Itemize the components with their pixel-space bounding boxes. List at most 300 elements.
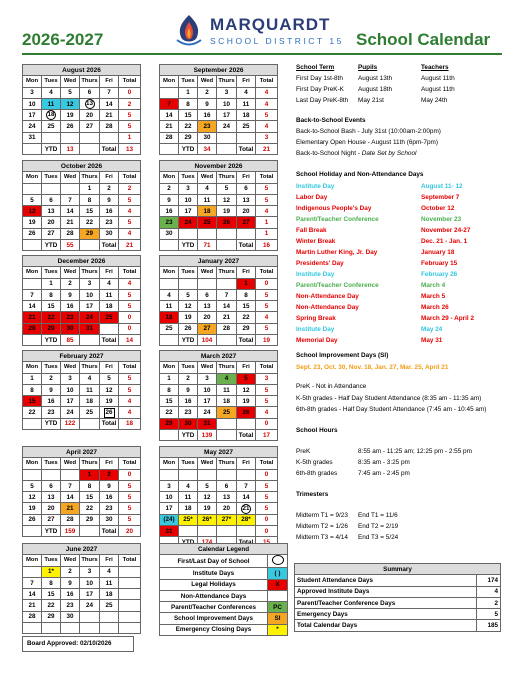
- ytd-value: 122: [61, 418, 80, 429]
- month-name: April 2027: [23, 447, 141, 458]
- holiday-date: September 7: [421, 194, 460, 201]
- day-header: Thurs: [217, 76, 237, 87]
- day-cell: 16: [100, 492, 119, 503]
- day-cell: 12: [179, 301, 198, 312]
- week-total: 4: [119, 228, 141, 239]
- event-item-text: Back-to-School Night -: [296, 150, 362, 157]
- day-cell: 2: [100, 183, 119, 194]
- day-cell: 26*: [198, 514, 217, 525]
- day-cell: [61, 132, 80, 143]
- holiday-name: Spring Break: [296, 315, 336, 322]
- week-total: 4: [256, 87, 278, 98]
- holiday-date: March 26: [421, 304, 449, 311]
- total-label: Total: [237, 430, 256, 441]
- day-cell: [217, 526, 237, 537]
- holiday-name: Institute Day: [296, 271, 335, 278]
- day-cell: 26: [179, 323, 198, 334]
- day-cell: 23: [198, 121, 217, 132]
- week-total: 5: [256, 503, 278, 514]
- day-header: Thurs: [80, 172, 100, 183]
- day-cell: 10: [198, 384, 217, 395]
- day-cell: 10: [160, 492, 179, 503]
- day-header: Mon: [160, 172, 179, 183]
- day-cell: 23: [160, 217, 179, 228]
- day-cell: 18: [198, 206, 217, 217]
- holiday-name: Non-Attendance Day: [296, 293, 359, 300]
- week-total: 5: [256, 480, 278, 491]
- total-blank: [217, 430, 237, 441]
- week-total: 4: [119, 396, 141, 407]
- day-cell: 4: [42, 87, 61, 98]
- week-total: 5: [256, 110, 278, 121]
- ytd-label: YTD: [42, 335, 61, 346]
- day-cell: 28: [23, 611, 42, 622]
- day-cell: [100, 407, 119, 418]
- day-cell: [217, 132, 237, 143]
- day-cell: 10: [23, 98, 42, 109]
- day-header: Total: [256, 458, 278, 469]
- day-header: Thurs: [217, 458, 237, 469]
- hours-title: School Hours: [296, 427, 338, 434]
- day-cell: [160, 278, 179, 289]
- day-cell: [237, 418, 256, 429]
- day-header: Fri: [237, 267, 256, 278]
- day-header: Tues: [179, 172, 198, 183]
- day-cell: 8: [80, 480, 100, 491]
- day-cell: 3: [23, 87, 42, 98]
- week-total: 3: [256, 373, 278, 384]
- day-cell: 18: [160, 312, 179, 323]
- day-cell: 31: [80, 323, 100, 334]
- day-cell: 1: [160, 373, 179, 384]
- day-cell: 8: [160, 384, 179, 395]
- week-total: 4: [256, 312, 278, 323]
- day-cell: 4: [80, 373, 100, 384]
- week-total: 4: [119, 407, 141, 418]
- ytd-blank: [23, 240, 42, 251]
- day-header: Tues: [42, 555, 61, 566]
- day-cell: 4: [198, 183, 217, 194]
- trimester-midterm: Midterm T2 = 1/26: [296, 523, 348, 530]
- day-cell: 25: [42, 121, 61, 132]
- day-cell: 10: [217, 98, 237, 109]
- day-cell: 7: [160, 98, 179, 109]
- day-cell: 28: [100, 121, 119, 132]
- day-cell: 19: [198, 503, 217, 514]
- summary-label: Approved Institute Days: [295, 586, 477, 597]
- ytd-value: 104: [198, 335, 217, 346]
- day-cell: 3: [198, 373, 217, 384]
- day-header: Total: [119, 458, 141, 469]
- day-cell: 21: [61, 217, 80, 228]
- total-blank: [80, 240, 100, 251]
- day-cell: 29: [160, 418, 179, 429]
- day-cell: 30: [100, 514, 119, 525]
- day-cell: 31: [160, 526, 179, 537]
- day-cell: 6: [217, 480, 237, 491]
- day-cell: 17: [61, 396, 80, 407]
- day-cell: 18: [100, 589, 119, 600]
- week-total: 0: [256, 526, 278, 537]
- day-header: Mon: [23, 172, 42, 183]
- week-total: 5: [256, 492, 278, 503]
- day-cell: 28: [61, 228, 80, 239]
- day-cell: 20: [42, 217, 61, 228]
- calendar-legend: [159, 543, 288, 636]
- day-cell: 17: [80, 301, 100, 312]
- day-header: Tues: [179, 76, 198, 87]
- day-cell: 7: [61, 194, 80, 205]
- day-cell: 28: [160, 132, 179, 143]
- day-cell: 3: [61, 373, 80, 384]
- day-header: Wed: [198, 267, 217, 278]
- day-cell: 5: [100, 373, 119, 384]
- hours-grade: K-5th grades: [296, 459, 333, 466]
- hours-grade: 6th-8th grades: [296, 470, 338, 477]
- total-label: Total: [100, 418, 119, 429]
- day-cell: 26: [23, 514, 42, 525]
- day-cell: 3: [179, 183, 198, 194]
- holiday-date: November 24-27: [421, 227, 471, 234]
- week-total: [119, 566, 141, 577]
- month-table: [22, 446, 141, 537]
- day-cell: 22: [179, 121, 198, 132]
- day-cell: [42, 132, 61, 143]
- day-header: Mon: [160, 267, 179, 278]
- day-cell: [237, 132, 256, 143]
- day-cell: 10: [80, 577, 100, 588]
- day-cell: 6: [42, 194, 61, 205]
- day-header: Tues: [42, 267, 61, 278]
- holiday-name: Institute Day: [296, 326, 335, 333]
- day-cell: 8: [42, 289, 61, 300]
- day-cell: 12: [23, 492, 42, 503]
- week-total: 5: [119, 503, 141, 514]
- day-cell: 22: [80, 503, 100, 514]
- day-cell: 14: [160, 110, 179, 121]
- day-cell: [198, 469, 217, 480]
- ytd-blank: [160, 144, 179, 155]
- day-header: Wed: [198, 458, 217, 469]
- day-cell: 29: [80, 228, 100, 239]
- day-cell: 28*: [237, 514, 256, 525]
- month-name: August 2026: [23, 65, 141, 76]
- week-total: 3: [256, 132, 278, 143]
- week-total: 5: [119, 289, 141, 300]
- day-cell: 3: [80, 566, 100, 577]
- day-header: Fri: [100, 267, 119, 278]
- trimester-end: End T1 = 11/6: [358, 512, 398, 519]
- day-cell: [100, 323, 119, 334]
- day-cell: 11: [80, 384, 100, 395]
- week-total: 4: [119, 206, 141, 217]
- day-header: Total: [119, 267, 141, 278]
- ytd-label: [42, 623, 61, 634]
- day-cell: [237, 469, 256, 480]
- day-cell: 10: [80, 289, 100, 300]
- day-cell: 22: [160, 407, 179, 418]
- total-label: [100, 623, 119, 634]
- day-cell: 5: [179, 289, 198, 300]
- day-cell: 1: [80, 183, 100, 194]
- total-label: Total: [237, 144, 256, 155]
- hours-time: 8:35 am - 3:25 pm: [358, 459, 410, 466]
- summary-label: Emergency Days: [295, 609, 477, 620]
- ytd-label: YTD: [42, 418, 61, 429]
- day-cell: [198, 228, 217, 239]
- day-cell: 9: [61, 289, 80, 300]
- summary-value: 4: [477, 586, 501, 597]
- summary-value: 5: [477, 609, 501, 620]
- ytd-blank: [23, 144, 42, 155]
- day-cell: 20: [80, 110, 100, 121]
- day-cell: 5: [23, 480, 42, 491]
- legend-label: Non-Attendance Days: [160, 590, 268, 601]
- day-cell: 17: [179, 206, 198, 217]
- logo-subtitle: SCHOOL DISTRICT 15: [210, 36, 344, 46]
- day-cell: 7: [237, 480, 256, 491]
- day-cell: 8: [80, 194, 100, 205]
- total-label: Total: [100, 526, 119, 537]
- day-cell: 9: [100, 194, 119, 205]
- week-total: 0: [256, 278, 278, 289]
- day-cell: 22: [42, 600, 61, 611]
- day-cell: [217, 469, 237, 480]
- day-cell: 5: [237, 373, 256, 384]
- week-total: 5: [119, 194, 141, 205]
- legend-swatch: [268, 555, 288, 568]
- day-cell: 25: [237, 121, 256, 132]
- day-header: Wed: [61, 458, 80, 469]
- day-cell: 29: [42, 611, 61, 622]
- day-cell: 11: [217, 384, 237, 395]
- day-cell: [42, 469, 61, 480]
- events-title: Back-to-School Events: [296, 117, 366, 124]
- flame-logo-icon: [172, 13, 206, 49]
- day-cell: 8: [179, 98, 198, 109]
- day-cell: 13: [237, 194, 256, 205]
- day-cell: 28: [23, 323, 42, 334]
- day-cell: 27: [42, 514, 61, 525]
- term-row-pupils: August 13th: [358, 75, 393, 82]
- term-row-teachers: May 24th: [421, 97, 448, 104]
- week-total: 5: [119, 480, 141, 491]
- ytd-value: 71: [198, 240, 217, 251]
- day-header: Tues: [179, 458, 198, 469]
- day-cell: [42, 110, 61, 121]
- month-name: September 2026: [160, 65, 278, 76]
- day-cell: 13: [42, 492, 61, 503]
- week-total: 5: [119, 514, 141, 525]
- ytd-label: YTD: [42, 240, 61, 251]
- month-name: May 2027: [160, 447, 278, 458]
- legend-swatch: [268, 590, 288, 601]
- day-cell: 30: [198, 132, 217, 143]
- day-cell: 21: [23, 312, 42, 323]
- ytd-value: 34: [198, 144, 217, 155]
- month-total: 18: [119, 418, 141, 429]
- summary-value: 2: [477, 597, 501, 608]
- day-cell: 9: [61, 577, 80, 588]
- term-row-label: First Day 1st-8th: [296, 75, 343, 82]
- day-header: Mon: [23, 362, 42, 373]
- term-row-label: First Day PreK-K: [296, 86, 344, 93]
- day-cell: 20: [198, 312, 217, 323]
- week-total: 4: [256, 98, 278, 109]
- day-cell: [179, 228, 198, 239]
- week-total: 0: [256, 514, 278, 525]
- month-table: [22, 160, 141, 251]
- week-total: 5: [119, 121, 141, 132]
- day-cell: 17: [217, 110, 237, 121]
- month-table: [22, 350, 141, 430]
- day-cell: 11: [160, 301, 179, 312]
- legend-swatch: ( ): [268, 568, 288, 579]
- day-cell: 20: [42, 503, 61, 514]
- day-header: Mon: [160, 362, 179, 373]
- day-cell: 19: [23, 503, 42, 514]
- day-cell: 14: [61, 492, 80, 503]
- day-cell: [100, 132, 119, 143]
- month-total: 17: [256, 430, 278, 441]
- month-name: January 2027: [160, 256, 278, 267]
- week-total: 4: [256, 121, 278, 132]
- week-total: [119, 600, 141, 611]
- day-cell: 26: [61, 121, 80, 132]
- day-cell: [61, 183, 80, 194]
- day-header: Total: [256, 362, 278, 373]
- day-cell: 23: [100, 217, 119, 228]
- holiday-date: March 29 - April 2: [421, 315, 475, 322]
- week-total: [119, 611, 141, 622]
- summary-value: 174: [477, 575, 501, 586]
- total-label: Total: [100, 335, 119, 346]
- day-header: Mon: [160, 76, 179, 87]
- day-cell: 6: [198, 289, 217, 300]
- month-name: November 2026: [160, 161, 278, 172]
- legend-label: Parent/Teacher Conferences: [160, 602, 268, 613]
- day-cell: 2: [179, 373, 198, 384]
- ytd-label: YTD: [179, 240, 198, 251]
- day-cell: 26: [23, 228, 42, 239]
- week-total: 0: [256, 418, 278, 429]
- day-cell: 6: [237, 183, 256, 194]
- holiday-date: November 23: [421, 216, 462, 223]
- day-cell: 23: [179, 407, 198, 418]
- day-cell: 25*: [179, 514, 198, 525]
- week-total: 5: [256, 194, 278, 205]
- holiday-name: Parent/Teacher Conference: [296, 282, 379, 289]
- day-cell: 12: [237, 384, 256, 395]
- day-cell: 24: [179, 217, 198, 228]
- day-header: Fri: [100, 172, 119, 183]
- day-cell: 9: [100, 480, 119, 491]
- day-cell: 13: [217, 492, 237, 503]
- day-cell: 13: [42, 206, 61, 217]
- day-cell: 4: [217, 373, 237, 384]
- day-header: Thurs: [217, 267, 237, 278]
- day-cell: 20: [237, 206, 256, 217]
- day-cell: [23, 566, 42, 577]
- day-cell: 19: [217, 206, 237, 217]
- day-cell: 16: [160, 206, 179, 217]
- event-item: Back-to-School Bash - July 31st (10:00am-2:00pm): [296, 128, 441, 135]
- day-cell: 14: [61, 206, 80, 217]
- day-cell: [237, 503, 256, 514]
- week-total: 5: [256, 396, 278, 407]
- day-cell: 3: [217, 87, 237, 98]
- ytd-value: 13: [61, 144, 80, 155]
- day-cell: [160, 469, 179, 480]
- week-total: 5: [256, 289, 278, 300]
- day-cell: [198, 526, 217, 537]
- day-header: Thurs: [80, 76, 100, 87]
- day-cell: 11: [42, 98, 61, 109]
- day-header: Wed: [198, 172, 217, 183]
- holiday-date: August 11- 12: [421, 183, 463, 190]
- week-total: 0: [119, 87, 141, 98]
- day-cell: 12: [217, 194, 237, 205]
- day-cell: 11: [179, 492, 198, 503]
- month-total: 21: [119, 240, 141, 251]
- event-item: [296, 150, 416, 157]
- ytd-value: 159: [61, 526, 80, 537]
- day-cell: 23: [42, 407, 61, 418]
- month-total: [119, 623, 141, 634]
- term-row-teachers: August 11th: [421, 86, 455, 93]
- month-table: [159, 255, 278, 346]
- legend-circle-icon: [272, 555, 284, 565]
- day-cell: 1: [42, 278, 61, 289]
- day-cell: 26: [237, 407, 256, 418]
- ytd-value: [61, 623, 80, 634]
- holiday-date: January 18: [421, 249, 455, 256]
- legend-label: School Improvement Days: [160, 613, 268, 624]
- day-header: Fri: [100, 76, 119, 87]
- day-cell: 4: [237, 87, 256, 98]
- day-cell: 14: [217, 301, 237, 312]
- day-cell: 29: [80, 514, 100, 525]
- day-cell: 18: [100, 301, 119, 312]
- day-cell: 15: [42, 589, 61, 600]
- day-header: Fri: [237, 362, 256, 373]
- day-cell: 25: [100, 600, 119, 611]
- day-header: Wed: [61, 555, 80, 566]
- total-blank: [80, 526, 100, 537]
- ytd-blank: [23, 526, 42, 537]
- week-total: 0: [119, 312, 141, 323]
- day-cell: 21: [23, 600, 42, 611]
- total-blank: [80, 335, 100, 346]
- day-cell: 22: [23, 407, 42, 418]
- term-header-pupils: Pupils: [358, 64, 378, 71]
- day-cell: 5: [23, 194, 42, 205]
- week-total: 5: [119, 217, 141, 228]
- day-cell: 1: [237, 278, 256, 289]
- total-blank: [80, 623, 100, 634]
- day-cell: 18: [80, 396, 100, 407]
- week-total: 0: [256, 469, 278, 480]
- summary-label: Total Calendar Days: [295, 620, 477, 631]
- day-header: Thurs: [217, 172, 237, 183]
- total-blank: [217, 144, 237, 155]
- day-cell: 7: [23, 577, 42, 588]
- holiday-date: May 31: [421, 337, 443, 344]
- day-cell: 23: [61, 600, 80, 611]
- month-table: [159, 446, 278, 549]
- ytd-blank: [160, 240, 179, 251]
- day-header: Mon: [23, 267, 42, 278]
